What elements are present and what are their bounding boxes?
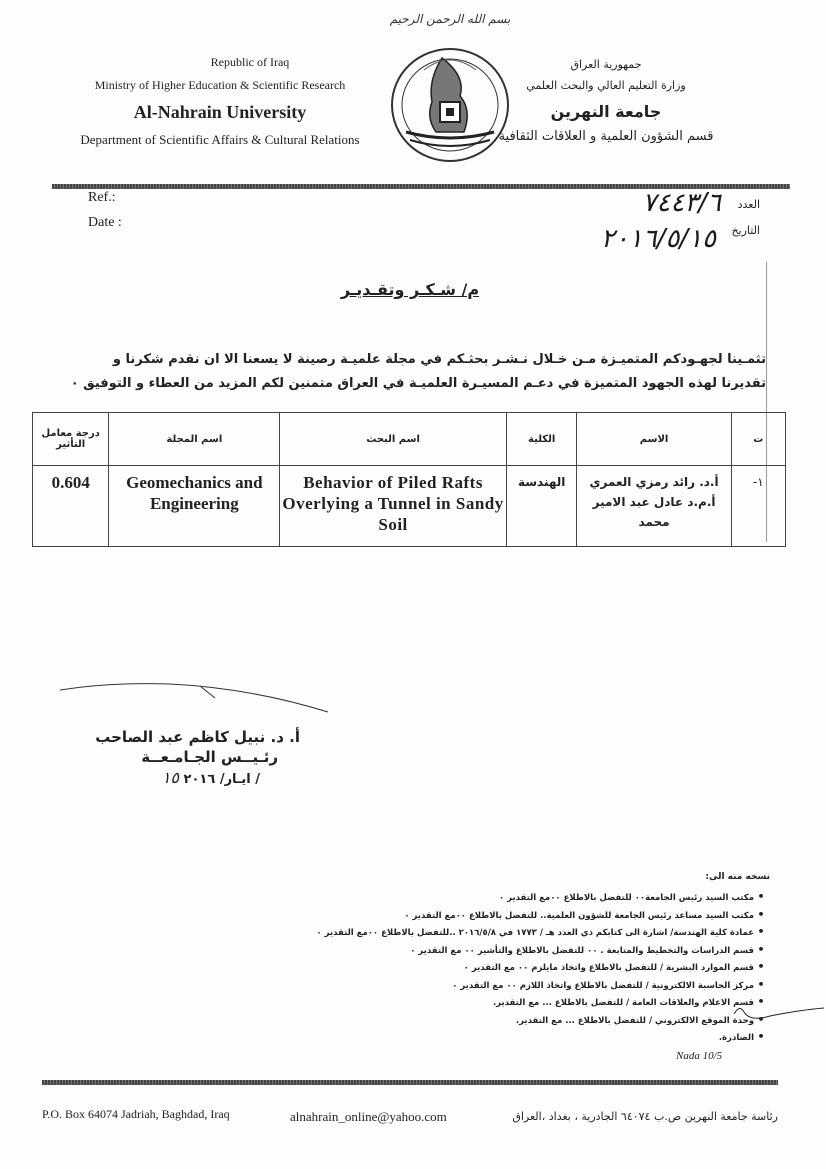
subject-line: م/ شـكـر وتقـديـر — [340, 280, 480, 299]
header-left — [60, 55, 380, 148]
list-item: • الصادرة. — [208, 1028, 768, 1046]
college-cell: الهندسة — [506, 466, 577, 547]
ministry-en: Ministry of Higher Education & Scientific Research — [94, 78, 346, 92]
header-title: اسم البحث — [280, 413, 507, 466]
papers-table — [32, 412, 786, 547]
impact-cell: 0.604 — [33, 466, 109, 547]
body-paragraph — [60, 348, 766, 396]
signature-stroke-icon — [50, 672, 340, 722]
list-item: • عمادة كلية الهندسة/ اشارة الى كتابكم ذي العدد هـ / ١٧٧٣ في ٢٠١٦/٥/٨ ..للتفضل بالاطلاع ٠٠مع التقدير ٠ — [208, 923, 768, 941]
header-impact: درجة معامل التأثير — [33, 413, 109, 466]
author-2-cont: محمد — [638, 515, 670, 529]
republic-en: Republic of Iraq — [210, 55, 290, 69]
footer-divider — [42, 1080, 778, 1085]
list-item: • مركز الحاسبة الالكترونية / للتفضل بالاطلاع واتخاذ اللازم ٠٠ مع التقدير ٠ — [208, 976, 768, 994]
journal-cell: Geomechanics and Engineering — [109, 466, 280, 547]
list-item: • قسم الدراسات والتخطيط والمتابعة . ٠٠ للتفضل بالاطلاع والتأشير ٠٠ مع التقدير ٠ — [208, 941, 768, 959]
date-value: ٢٠١٦/٥/١٥ — [600, 224, 716, 254]
author-1: أ.د. رائد رمزي العمري — [589, 475, 719, 489]
signatory-block — [70, 728, 300, 787]
signatory-date — [70, 768, 260, 787]
pen-mark-icon — [730, 1002, 826, 1026]
list-item: • مكتب السيد رئيس الجامعة٠٠ للتفضل بالاطلاع ٠٠مع التقدير ٠ — [208, 888, 768, 906]
ref-label-ar: العدد — [737, 198, 760, 211]
header-name: الاسم — [577, 413, 731, 466]
header-right — [471, 58, 741, 144]
body-line-2: تقديرنا لهذه الجهود المتميزة في دعـم المسيـرة العلميـة في العراق متمنين لكم المزيد من العطاء و التوفيق ٠ — [70, 376, 766, 391]
ref-number: ٧٤٤٣/٦ — [642, 188, 721, 218]
signatory-position: رئـيــس الجـامـعــة — [141, 748, 278, 766]
header-num: ت — [731, 413, 785, 466]
footer-address-en: P.O. Box 64074 Jadriah, Baghdad, Iraq — [42, 1107, 230, 1121]
num-cell: ١- — [731, 466, 785, 547]
list-item: • وحدة الموقع الالكتروني / للتفضل بالاطلاع ... مع التقدير. — [208, 1011, 768, 1029]
table-row — [33, 466, 786, 547]
list-item: • قسم الموارد البشرية / للتفضل بالاطلاع واتخاذ مايلزم ٠٠ مع التقدير ٠ — [208, 958, 768, 976]
department-ar: قسم الشؤون العلمية و العلاقات الثقافية — [498, 129, 714, 144]
university-en: Al-Nahrain University — [133, 102, 307, 122]
name-cell — [577, 466, 731, 547]
header-journal: اسم المجلة — [109, 413, 280, 466]
date-label-en: Date : — [88, 215, 122, 230]
university-ar: جامعة النهرين — [550, 102, 662, 121]
footer-email: alnahrain_online@yahoo.com — [290, 1109, 447, 1124]
signature-day: ١٥ — [161, 768, 180, 787]
ref-label-en: Ref.: — [88, 190, 116, 205]
table-header-row — [33, 413, 786, 466]
signatory-name: أ. د. نبيل كاظم عبد الصاحب — [95, 728, 300, 746]
date-label-ar: التاريخ — [731, 224, 760, 237]
ministry-ar: وزارة التعليم العالي والبحث العلمي — [526, 79, 686, 92]
basmala: بسم الله الرحمن الرحيم — [389, 12, 511, 26]
title-cell: Behavior of Piled Rafts Overlying a Tunnel in Sandy Soil — [280, 466, 507, 547]
list-item: • قسم الاعلام والعلاقات العامة / للتفضل بالاطلاع ... مع التقدير. — [208, 993, 768, 1011]
cc-list — [208, 888, 768, 1046]
header-college: الكلية — [506, 413, 577, 466]
cc-heading: نسخه منه الى: — [705, 872, 770, 882]
footer-address-ar: رئاسة جامعة النهرين ص.ب ٦٤٠٧٤ الجادرية ، بغداد ،العراق — [512, 1110, 778, 1123]
typist-initials: Nada 10/5 — [676, 1050, 723, 1062]
body-line-1: تثمـينا لجهـودكم المتميـزة مـن خـلال نـشـر بحثـكم في مجلة علميـة رصينة لا يسعنا الا ان نقدم شكرنا و — [112, 352, 766, 367]
author-2: أ.م.د عادل عبد الامير — [592, 495, 716, 509]
signature-date-text: / ايـار/ ٢٠١٦ — [183, 772, 260, 787]
department-en: Department of Scientific Affairs & Cultural Relations — [80, 132, 360, 147]
republic-ar: جمهورية العراق — [570, 58, 642, 71]
list-item: • مكتب السيد مساعد رئيس الجامعة للشؤون العلمية.. للتفضل بالاطلاع ٠٠مع التقدير ٠ — [208, 906, 768, 924]
